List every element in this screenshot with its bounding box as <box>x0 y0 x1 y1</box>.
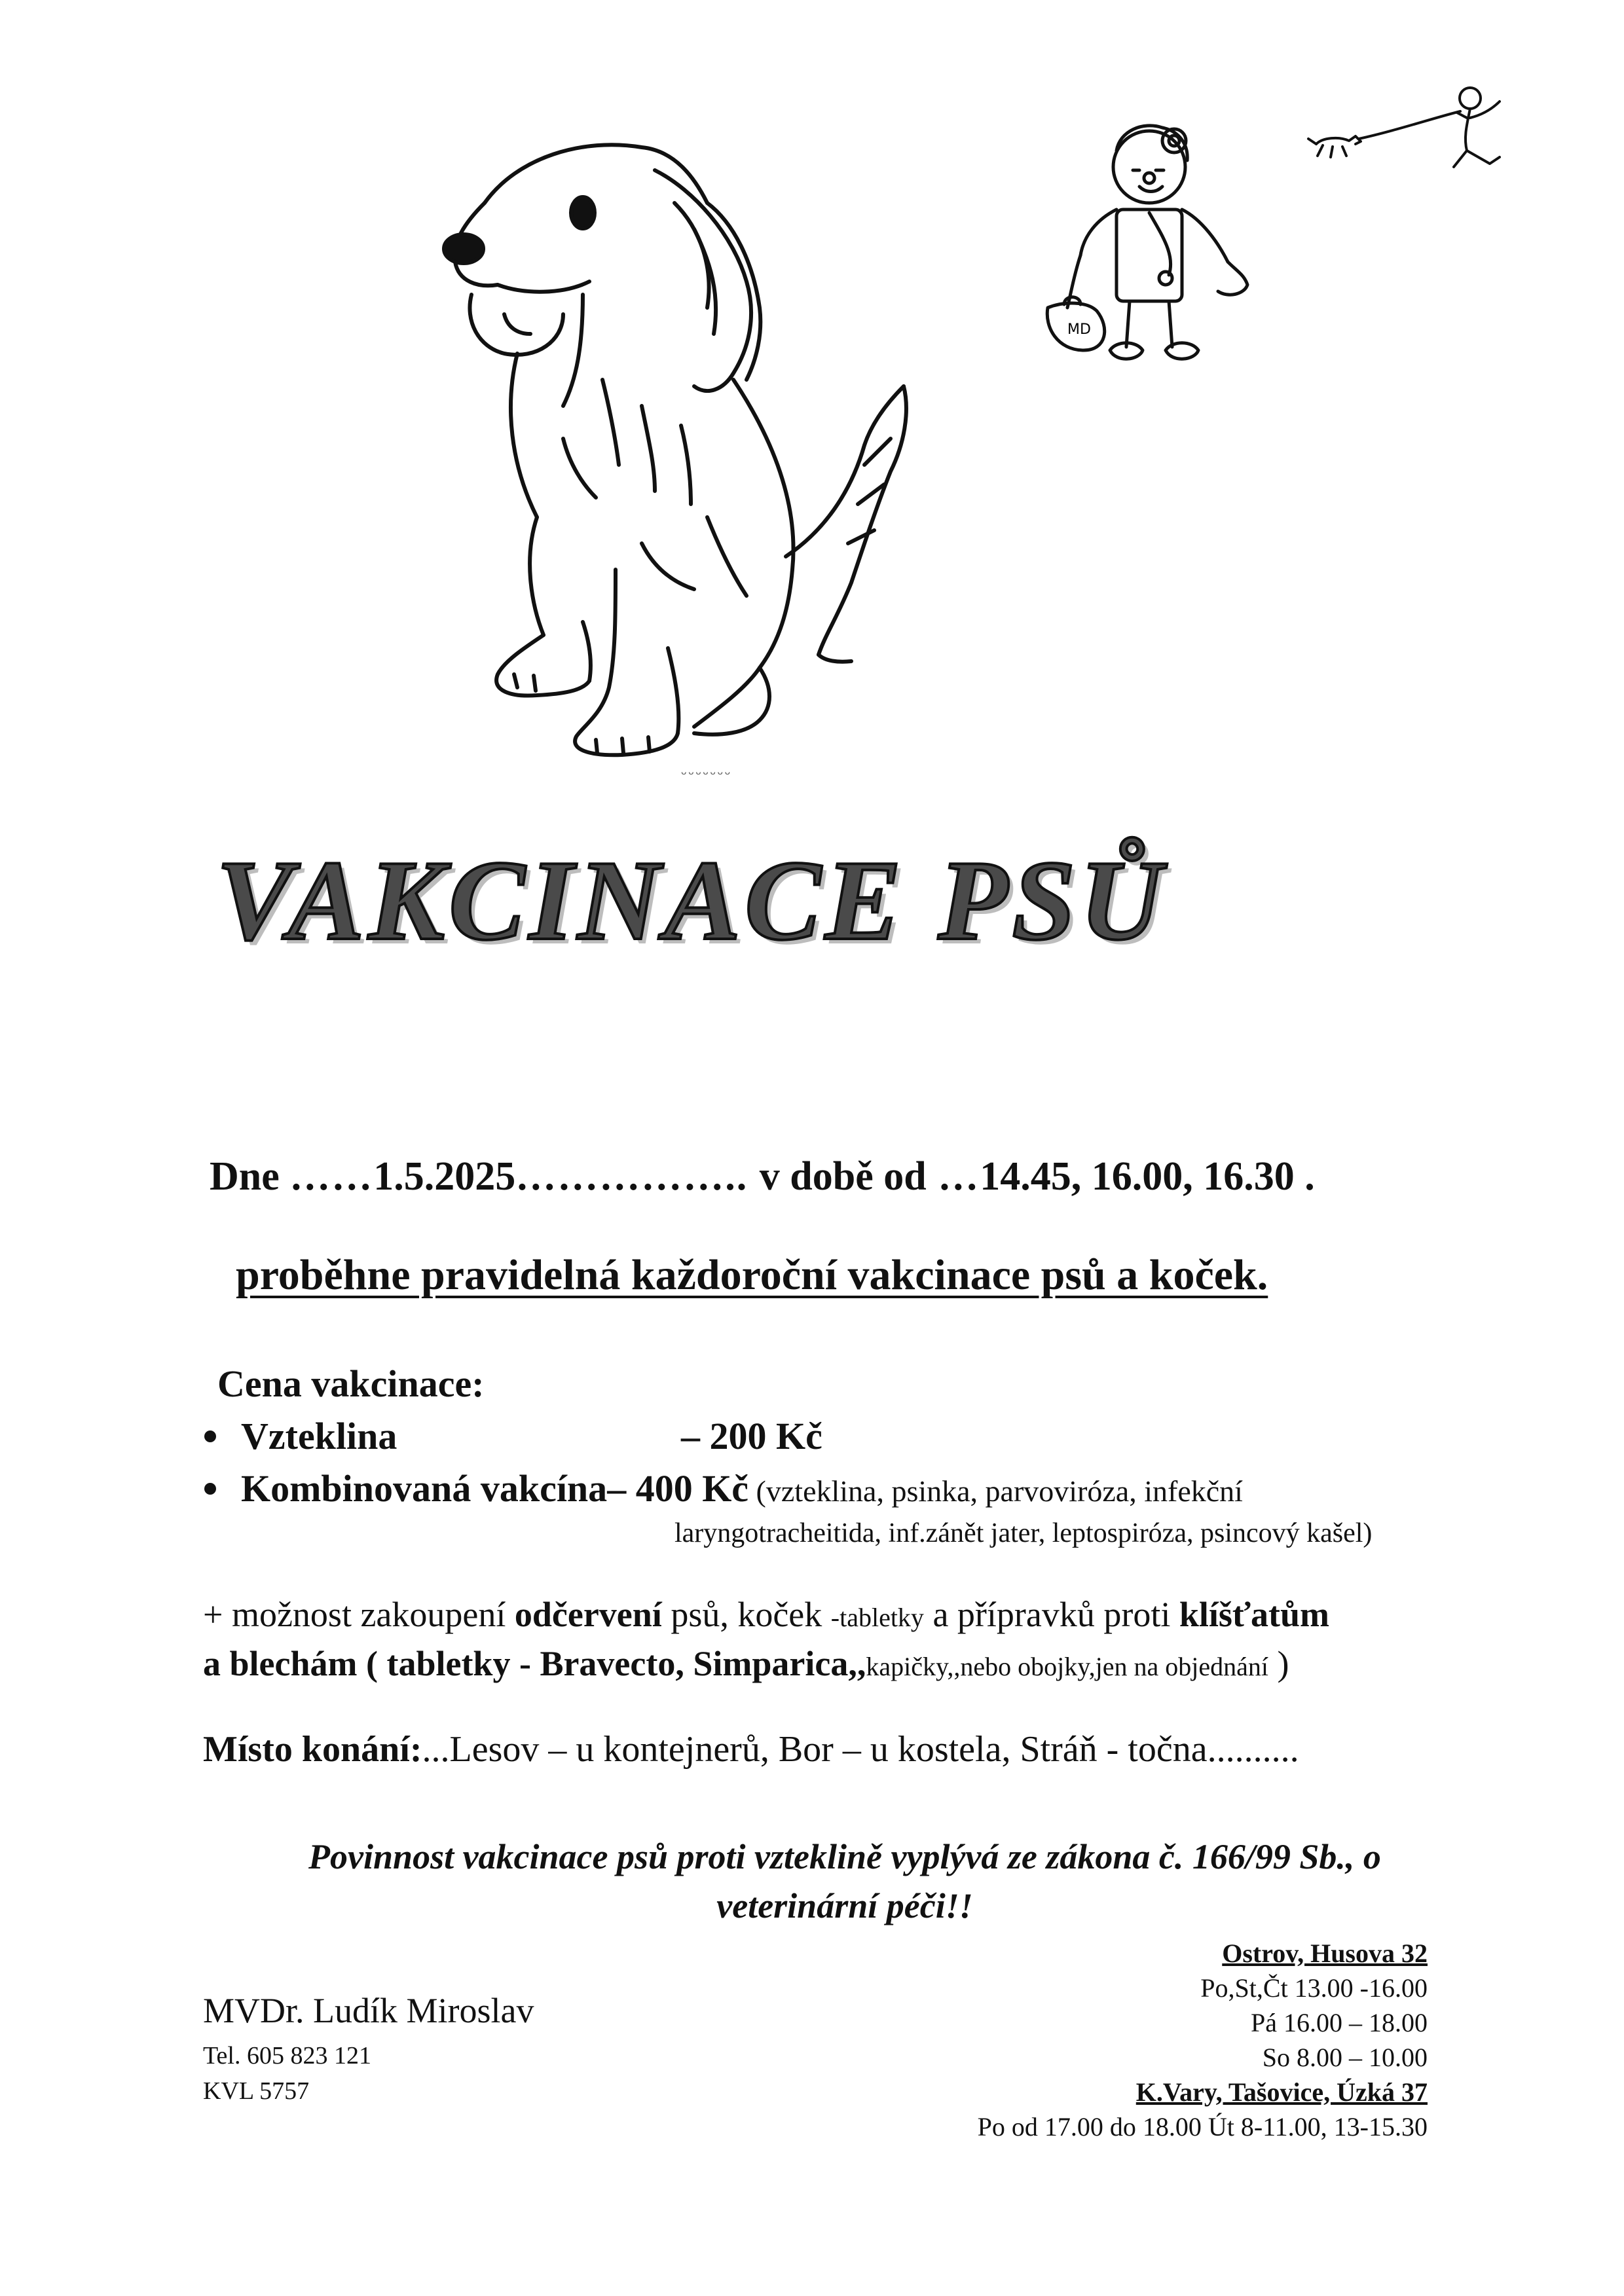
place-label: Místo konání: <box>203 1729 422 1770</box>
office-kvary-hours: Po od 17.00 do 18.00 Út 8-11.00, 13-15.30 <box>977 2112 1428 2141</box>
office-ostrov: Ostrov, Husova 32 <box>1222 1939 1428 1968</box>
office-kvary: K.Vary, Tašovice, Úzká 37 <box>1135 2077 1428 2107</box>
offer-line-2 <box>203 1643 1289 1684</box>
price-title: Cena vakcinace: <box>217 1362 485 1405</box>
offer-bold: a blechám ( tabletky - Bravecto, Simparica <box>203 1644 849 1683</box>
office-ostrov-hours-3: So 8.00 – 10.00 <box>1262 2043 1428 2072</box>
price-item-note-2: laryngotracheitida, inf.zánět jater, leptospiróza, psincový kašel) <box>674 1518 1373 1548</box>
offer-text: ) <box>1268 1644 1289 1683</box>
offer-line-1 <box>203 1594 1329 1635</box>
headline: proběhne pravidelná každoroční vakcinace psů a koček. <box>236 1251 1268 1299</box>
law-notice-2: veterinární péči!! <box>716 1886 973 1925</box>
dog-walker-illustration <box>1303 79 1519 190</box>
offer-small: kapičky,,nebo obojky,jen na objednání <box>866 1652 1268 1681</box>
date-dots-2: …………….. <box>515 1154 760 1199</box>
svg-text:ᵕᵕᵕᵕᵕᵕᵕ: ᵕᵕᵕᵕᵕᵕᵕ <box>681 767 732 783</box>
place-text: ...Lesov – u kontejnerů, Bor – u kostela, Stráň - točna.......... <box>422 1729 1299 1770</box>
price-item-combined <box>204 1467 1449 1510</box>
bag-initials: MD <box>1067 321 1091 338</box>
doctor-phone: Tel. 605 823 121 <box>203 2042 371 2069</box>
date-dots-3: … <box>926 1154 980 1199</box>
bullet-icon <box>204 1430 216 1442</box>
veterinarian-illustration <box>1018 105 1267 380</box>
offer-bold: klíšťatům <box>1179 1595 1330 1634</box>
bullet-icon <box>204 1483 216 1495</box>
offer-text: a přípravků proti <box>923 1595 1179 1634</box>
time-values: 14.45, 16.00, 16.30 <box>980 1154 1295 1199</box>
offer-small: -tabletky <box>830 1603 924 1632</box>
law-notice-1: Povinnost vakcinace psů proti vzteklině vyplývá ze zákona č. 166/99 Sb., o <box>308 1837 1381 1876</box>
date-value: 1.5.2025 <box>373 1154 516 1199</box>
price-item-name: Vzteklina <box>241 1415 397 1457</box>
price-item-price: – 200 Kč <box>681 1415 822 1457</box>
date-dots-1: …… <box>289 1154 374 1199</box>
price-item-rabies <box>204 1414 1449 1458</box>
page-title: VAKCINACE PSŮ <box>216 837 1166 964</box>
dog-illustration <box>367 98 1022 786</box>
offer-bold: odčervení <box>514 1595 662 1634</box>
date-line <box>210 1154 1315 1200</box>
date-end: . <box>1294 1154 1315 1199</box>
price-item-name: Kombinovaná vakcína <box>241 1467 608 1510</box>
office-ostrov-hours-2: Pá 16.00 – 18.00 <box>1251 2008 1428 2037</box>
offer-text: + možnost zakoupení <box>203 1595 515 1634</box>
price-item-note: (vzteklina, psinka, parvoviróza, infekční <box>748 1474 1243 1508</box>
offer-text: psů, koček <box>661 1595 831 1634</box>
time-prefix: v době od <box>759 1154 927 1199</box>
price-item-price: – 400 Kč <box>607 1467 749 1510</box>
offer-bold: ,, <box>848 1644 866 1683</box>
office-ostrov-hours-1: Po,St,Čt 13.00 -16.00 <box>1200 1973 1428 2003</box>
doctor-kvl: KVL 5757 <box>203 2077 310 2105</box>
doctor-name: MVDr. Ludík Miroslav <box>203 1991 534 2030</box>
date-prefix: Dne <box>210 1154 280 1199</box>
place-line <box>203 1728 1299 1770</box>
